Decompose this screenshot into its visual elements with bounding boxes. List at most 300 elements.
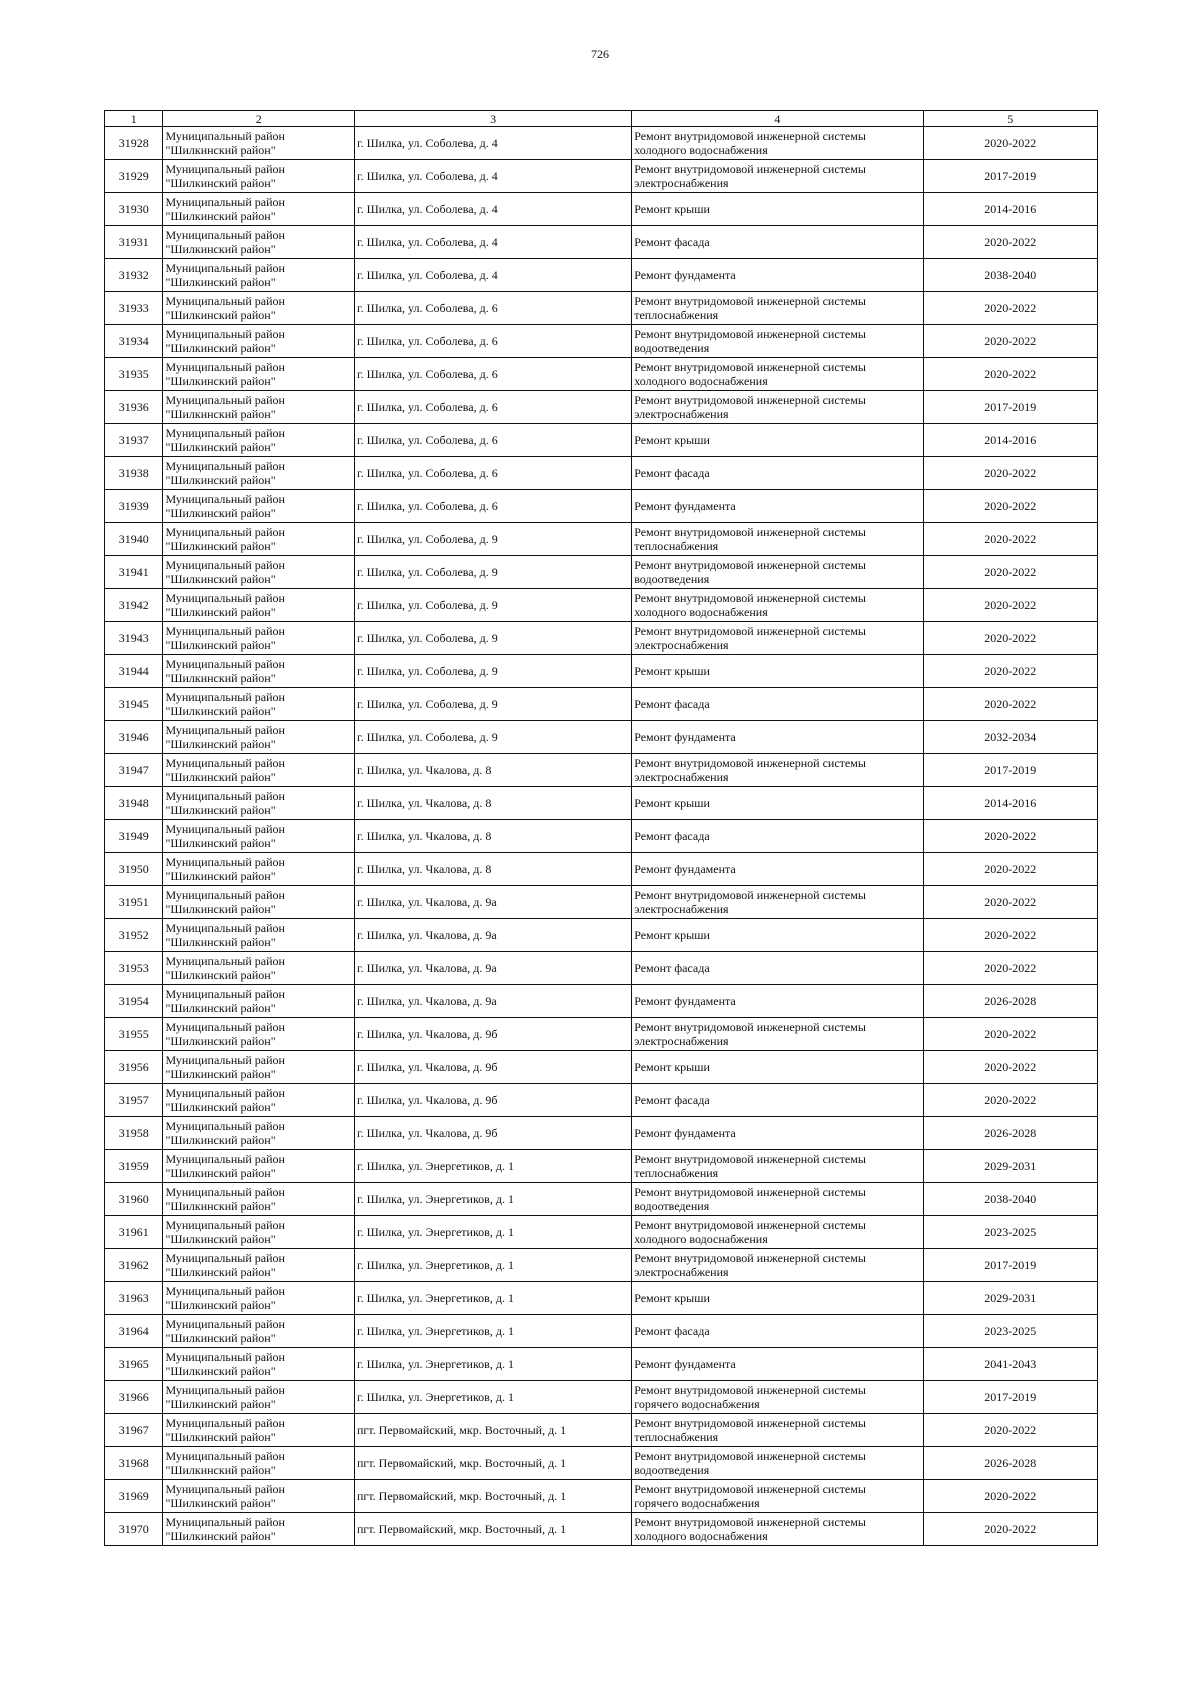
address-cell: г. Шилка, ул. Чкалова, д. 8 — [355, 820, 632, 853]
work-type-line-1: Ремонт фундамента — [634, 1126, 736, 1140]
row-number: 31963 — [105, 1282, 163, 1315]
municipality-cell — [163, 226, 355, 259]
work-type-line-2: теплоснабжения — [634, 1166, 719, 1180]
work-type-line-1: Ремонт фасада — [634, 235, 710, 249]
address-cell: г. Шилка, ул. Соболева, д. 9 — [355, 721, 632, 754]
table-row — [105, 226, 1098, 259]
table-row — [105, 1480, 1098, 1513]
municipality-cell — [163, 952, 355, 985]
period-cell: 2017-2019 — [923, 1249, 1097, 1282]
period-cell: 2020-2022 — [923, 226, 1097, 259]
period-cell: 2020-2022 — [923, 292, 1097, 325]
work-type-line-1: Ремонт внутридомовой инженерной системы — [634, 393, 866, 407]
table-row — [105, 1183, 1098, 1216]
row-number: 31953 — [105, 952, 163, 985]
table-row — [105, 1216, 1098, 1249]
municipality-line-1: Муниципальный район — [165, 360, 285, 374]
period-cell: 2020-2022 — [923, 589, 1097, 622]
address-cell: г. Шилка, ул. Соболева, д. 4 — [355, 127, 632, 160]
period-cell: 2020-2022 — [923, 919, 1097, 952]
address-cell: пгт. Первомайский, мкр. Восточный, д. 1 — [355, 1414, 632, 1447]
period-cell: 2020-2022 — [923, 1018, 1097, 1051]
period-cell: 2029-2031 — [923, 1150, 1097, 1183]
work-type-cell — [632, 754, 923, 787]
table-row — [105, 1249, 1098, 1282]
work-type-line-1: Ремонт крыши — [634, 433, 710, 447]
municipality-cell — [163, 1348, 355, 1381]
work-type-cell — [632, 1183, 923, 1216]
work-type-cell — [632, 1381, 923, 1414]
period-cell: 2017-2019 — [923, 160, 1097, 193]
row-number: 31951 — [105, 886, 163, 919]
row-number: 31966 — [105, 1381, 163, 1414]
table-row — [105, 1315, 1098, 1348]
row-number: 31930 — [105, 193, 163, 226]
period-cell: 2038-2040 — [923, 259, 1097, 292]
table-row — [105, 1117, 1098, 1150]
row-number: 31949 — [105, 820, 163, 853]
row-number: 31942 — [105, 589, 163, 622]
period-cell: 2014-2016 — [923, 193, 1097, 226]
work-type-line-2: водоотведения — [634, 572, 710, 586]
address-cell: г. Шилка, ул. Энергетиков, д. 1 — [355, 1282, 632, 1315]
municipality-line-1: Муниципальный район — [165, 1449, 285, 1463]
table-row — [105, 853, 1098, 886]
table-row — [105, 952, 1098, 985]
municipality-line-1: Муниципальный район — [165, 1020, 285, 1034]
work-type-line-1: Ремонт крыши — [634, 1060, 710, 1074]
page-number: 726 — [591, 47, 609, 61]
municipality-line-1: Муниципальный район — [165, 1185, 285, 1199]
municipality-line-2: "Шилкинский район" — [165, 1397, 276, 1411]
row-number: 31970 — [105, 1513, 163, 1546]
work-type-line-1: Ремонт внутридомовой инженерной системы — [634, 888, 866, 902]
municipality-cell — [163, 919, 355, 952]
period-cell: 2020-2022 — [923, 556, 1097, 589]
row-number: 31936 — [105, 391, 163, 424]
work-type-cell — [632, 556, 923, 589]
work-type-line-1: Ремонт внутридомовой инженерной системы — [634, 1218, 866, 1232]
municipality-line-1: Муниципальный район — [165, 855, 285, 869]
work-type-line-1: Ремонт внутридомовой инженерной системы — [634, 525, 866, 539]
work-type-line-1: Ремонт внутридомовой инженерной системы — [634, 558, 866, 572]
municipality-line-2: "Шилкинский район" — [165, 1364, 276, 1378]
municipality-cell — [163, 358, 355, 391]
work-type-cell — [632, 127, 923, 160]
work-type-line-1: Ремонт внутридомовой инженерной системы — [634, 1185, 866, 1199]
work-type-cell — [632, 1315, 923, 1348]
municipality-line-1: Муниципальный район — [165, 1086, 285, 1100]
table-row — [105, 160, 1098, 193]
work-type-cell — [632, 1282, 923, 1315]
work-type-cell — [632, 160, 923, 193]
work-type-line-2: электроснабжения — [634, 638, 729, 652]
municipality-line-2: "Шилкинский район" — [165, 836, 276, 850]
municipality-line-2: "Шилкинский район" — [165, 275, 276, 289]
municipality-line-1: Муниципальный район — [165, 129, 285, 143]
table-row — [105, 1414, 1098, 1447]
work-type-line-2: электроснабжения — [634, 1265, 729, 1279]
work-type-line-1: Ремонт внутридомовой инженерной системы — [634, 129, 866, 143]
table-row — [105, 490, 1098, 523]
municipality-line-2: "Шилкинский район" — [165, 605, 276, 619]
address-cell: г. Шилка, ул. Соболева, д. 4 — [355, 193, 632, 226]
table-row — [105, 985, 1098, 1018]
table-row — [105, 424, 1098, 457]
row-number: 31929 — [105, 160, 163, 193]
period-cell: 2014-2016 — [923, 787, 1097, 820]
row-number: 31959 — [105, 1150, 163, 1183]
municipality-cell — [163, 655, 355, 688]
table-row — [105, 556, 1098, 589]
address-cell: г. Шилка, ул. Чкалова, д. 9а — [355, 886, 632, 919]
work-type-line-1: Ремонт внутридомовой инженерной системы — [634, 327, 866, 341]
municipality-cell — [163, 391, 355, 424]
work-type-line-1: Ремонт внутридомовой инженерной системы — [634, 162, 866, 176]
municipality-line-1: Муниципальный район — [165, 723, 285, 737]
municipality-line-1: Муниципальный район — [165, 162, 285, 176]
row-number: 31938 — [105, 457, 163, 490]
work-type-cell — [632, 424, 923, 457]
municipality-line-1: Муниципальный район — [165, 261, 285, 275]
work-type-line-1: Ремонт фундамента — [634, 499, 736, 513]
table-row — [105, 688, 1098, 721]
work-type-cell — [632, 1084, 923, 1117]
work-type-line-1: Ремонт крыши — [634, 928, 710, 942]
table-row — [105, 1084, 1098, 1117]
address-cell: г. Шилка, ул. Чкалова, д. 9б — [355, 1084, 632, 1117]
municipality-line-2: "Шилкинский район" — [165, 242, 276, 256]
municipality-line-2: "Шилкинский район" — [165, 671, 276, 685]
municipality-cell — [163, 193, 355, 226]
municipality-line-1: Муниципальный район — [165, 1515, 285, 1529]
period-cell: 2023-2025 — [923, 1315, 1097, 1348]
work-type-cell — [632, 589, 923, 622]
column-header-3: 3 — [355, 111, 632, 127]
work-type-line-1: Ремонт внутридомовой инженерной системы — [634, 1449, 866, 1463]
municipality-line-1: Муниципальный район — [165, 954, 285, 968]
work-type-cell — [632, 1117, 923, 1150]
work-type-line-1: Ремонт внутридомовой инженерной системы — [634, 1482, 866, 1496]
period-cell: 2020-2022 — [923, 523, 1097, 556]
municipality-cell — [163, 457, 355, 490]
municipality-cell — [163, 1117, 355, 1150]
period-cell: 2020-2022 — [923, 886, 1097, 919]
municipality-line-2: "Шилкинский район" — [165, 341, 276, 355]
row-number: 31965 — [105, 1348, 163, 1381]
period-cell: 2026-2028 — [923, 1447, 1097, 1480]
work-type-line-2: теплоснабжения — [634, 308, 719, 322]
work-type-line-1: Ремонт фасада — [634, 1324, 710, 1338]
work-type-line-2: электроснабжения — [634, 770, 729, 784]
table-row — [105, 1150, 1098, 1183]
period-cell: 2017-2019 — [923, 391, 1097, 424]
period-cell: 2026-2028 — [923, 985, 1097, 1018]
address-cell: г. Шилка, ул. Соболева, д. 9 — [355, 589, 632, 622]
municipality-line-2: "Шилкинский район" — [165, 506, 276, 520]
work-type-line-1: Ремонт внутридомовой инженерной системы — [634, 360, 866, 374]
municipality-line-2: "Шилкинский район" — [165, 176, 276, 190]
work-type-line-1: Ремонт внутридомовой инженерной системы — [634, 624, 866, 638]
municipality-cell — [163, 886, 355, 919]
work-type-line-2: электроснабжения — [634, 407, 729, 421]
municipality-line-1: Муниципальный район — [165, 1053, 285, 1067]
municipality-line-2: "Шилкинский район" — [165, 572, 276, 586]
address-cell: г. Шилка, ул. Чкалова, д. 9а — [355, 985, 632, 1018]
address-cell: г. Шилка, ул. Соболева, д. 6 — [355, 391, 632, 424]
work-type-line-1: Ремонт внутридомовой инженерной системы — [634, 294, 866, 308]
work-type-line-1: Ремонт внутридомовой инженерной системы — [634, 1020, 866, 1034]
table-row — [105, 1051, 1098, 1084]
table-row — [105, 1018, 1098, 1051]
municipality-line-1: Муниципальный район — [165, 690, 285, 704]
work-type-cell — [632, 226, 923, 259]
work-type-line-2: теплоснабжения — [634, 1430, 719, 1444]
municipality-line-1: Муниципальный район — [165, 1284, 285, 1298]
municipality-line-2: "Шилкинский район" — [165, 209, 276, 223]
municipality-cell — [163, 985, 355, 1018]
table-row — [105, 589, 1098, 622]
period-cell: 2020-2022 — [923, 1051, 1097, 1084]
row-number: 31960 — [105, 1183, 163, 1216]
work-type-line-2: водоотведения — [634, 341, 710, 355]
address-cell: г. Шилка, ул. Соболева, д. 6 — [355, 490, 632, 523]
row-number: 31945 — [105, 688, 163, 721]
period-cell: 2020-2022 — [923, 457, 1097, 490]
work-type-line-2: водоотведения — [634, 1463, 710, 1477]
municipality-line-2: "Шилкинский район" — [165, 308, 276, 322]
row-number: 31941 — [105, 556, 163, 589]
work-type-cell — [632, 1447, 923, 1480]
municipality-cell — [163, 1249, 355, 1282]
work-type-cell — [632, 1414, 923, 1447]
table-row — [105, 721, 1098, 754]
row-number: 31935 — [105, 358, 163, 391]
column-header-5: 5 — [923, 111, 1097, 127]
row-number: 31928 — [105, 127, 163, 160]
work-type-cell — [632, 886, 923, 919]
address-cell: г. Шилка, ул. Соболева, д. 6 — [355, 424, 632, 457]
row-number: 31955 — [105, 1018, 163, 1051]
municipality-line-1: Муниципальный район — [165, 657, 285, 671]
period-cell: 2020-2022 — [923, 1480, 1097, 1513]
work-type-line-2: холодного водоснабжения — [634, 1232, 768, 1246]
row-number: 31961 — [105, 1216, 163, 1249]
municipality-line-1: Муниципальный район — [165, 327, 285, 341]
table-row — [105, 787, 1098, 820]
work-type-line-1: Ремонт крыши — [634, 796, 710, 810]
municipality-cell — [163, 589, 355, 622]
table-row — [105, 457, 1098, 490]
work-type-line-1: Ремонт внутридомовой инженерной системы — [634, 1251, 866, 1265]
work-type-line-1: Ремонт внутридомовой инженерной системы — [634, 1515, 866, 1529]
work-type-cell — [632, 655, 923, 688]
municipality-cell — [163, 1150, 355, 1183]
municipality-line-1: Муниципальный район — [165, 492, 285, 506]
table-row — [105, 259, 1098, 292]
municipality-cell — [163, 1183, 355, 1216]
work-type-cell — [632, 490, 923, 523]
row-number: 31948 — [105, 787, 163, 820]
municipality-line-1: Муниципальный район — [165, 822, 285, 836]
work-type-line-2: электроснабжения — [634, 1034, 729, 1048]
period-cell: 2029-2031 — [923, 1282, 1097, 1315]
municipality-cell — [163, 490, 355, 523]
address-cell: г. Шилка, ул. Чкалова, д. 9а — [355, 919, 632, 952]
municipality-line-1: Муниципальный район — [165, 1482, 285, 1496]
row-number: 31954 — [105, 985, 163, 1018]
municipality-cell — [163, 1513, 355, 1546]
address-cell: г. Шилка, ул. Энергетиков, д. 1 — [355, 1183, 632, 1216]
municipality-cell — [163, 1018, 355, 1051]
work-type-cell — [632, 853, 923, 886]
row-number: 31969 — [105, 1480, 163, 1513]
municipality-line-1: Муниципальный район — [165, 1350, 285, 1364]
row-number: 31950 — [105, 853, 163, 886]
municipality-cell — [163, 127, 355, 160]
table-row — [105, 292, 1098, 325]
table-row — [105, 820, 1098, 853]
municipality-line-2: "Шилкинский район" — [165, 1430, 276, 1444]
period-cell: 2020-2022 — [923, 853, 1097, 886]
work-type-line-1: Ремонт фундамента — [634, 1357, 736, 1371]
work-type-cell — [632, 193, 923, 226]
work-type-line-2: водоотведения — [634, 1199, 710, 1213]
address-cell: г. Шилка, ул. Энергетиков, д. 1 — [355, 1381, 632, 1414]
address-cell: г. Шилка, ул. Энергетиков, д. 1 — [355, 1216, 632, 1249]
work-type-line-1: Ремонт фундамента — [634, 862, 736, 876]
municipality-cell — [163, 1315, 355, 1348]
municipality-line-1: Муниципальный район — [165, 591, 285, 605]
table-row — [105, 358, 1098, 391]
work-type-line-2: горячего водоснабжения — [634, 1397, 760, 1411]
table-row — [105, 886, 1098, 919]
work-type-cell — [632, 787, 923, 820]
municipality-line-1: Муниципальный район — [165, 756, 285, 770]
work-type-cell — [632, 358, 923, 391]
municipality-line-2: "Шилкинский район" — [165, 1331, 276, 1345]
period-cell: 2020-2022 — [923, 325, 1097, 358]
table-header-row — [105, 111, 1098, 127]
row-number: 31939 — [105, 490, 163, 523]
municipality-line-1: Муниципальный район — [165, 1317, 285, 1331]
work-type-cell — [632, 1018, 923, 1051]
municipality-line-1: Муниципальный район — [165, 921, 285, 935]
period-cell: 2020-2022 — [923, 688, 1097, 721]
row-number: 31947 — [105, 754, 163, 787]
period-cell: 2020-2022 — [923, 622, 1097, 655]
municipality-line-1: Муниципальный район — [165, 459, 285, 473]
municipality-line-1: Муниципальный район — [165, 294, 285, 308]
municipality-line-1: Муниципальный район — [165, 1383, 285, 1397]
municipality-line-2: "Шилкинский район" — [165, 143, 276, 157]
work-type-line-2: холодного водоснабжения — [634, 143, 768, 157]
table-row — [105, 523, 1098, 556]
municipality-line-1: Муниципальный район — [165, 888, 285, 902]
period-cell: 2023-2025 — [923, 1216, 1097, 1249]
work-type-cell — [632, 1348, 923, 1381]
table-row — [105, 325, 1098, 358]
work-type-line-1: Ремонт внутридомовой инженерной системы — [634, 591, 866, 605]
work-type-cell — [632, 1051, 923, 1084]
municipality-line-1: Муниципальный район — [165, 525, 285, 539]
municipality-cell — [163, 1084, 355, 1117]
row-number: 31952 — [105, 919, 163, 952]
work-type-cell — [632, 688, 923, 721]
row-number: 31964 — [105, 1315, 163, 1348]
address-cell: г. Шилка, ул. Соболева, д. 9 — [355, 655, 632, 688]
work-type-line-1: Ремонт внутридомовой инженерной системы — [634, 1416, 866, 1430]
municipality-line-2: "Шилкинский район" — [165, 1166, 276, 1180]
municipality-cell — [163, 754, 355, 787]
address-cell: г. Шилка, ул. Соболева, д. 6 — [355, 292, 632, 325]
work-type-cell — [632, 325, 923, 358]
address-cell: г. Шилка, ул. Соболева, д. 6 — [355, 457, 632, 490]
work-type-cell — [632, 1216, 923, 1249]
address-cell: г. Шилка, ул. Энергетиков, д. 1 — [355, 1249, 632, 1282]
address-cell: пгт. Первомайский, мкр. Восточный, д. 1 — [355, 1513, 632, 1546]
municipality-cell — [163, 1447, 355, 1480]
row-number: 31956 — [105, 1051, 163, 1084]
municipality-line-1: Муниципальный район — [165, 228, 285, 242]
municipality-cell — [163, 688, 355, 721]
municipality-line-2: "Шилкинский район" — [165, 704, 276, 718]
period-cell: 2020-2022 — [923, 358, 1097, 391]
table-row — [105, 1348, 1098, 1381]
address-cell: г. Шилка, ул. Соболева, д. 6 — [355, 358, 632, 391]
municipality-line-2: "Шилкинский район" — [165, 902, 276, 916]
period-cell: 2017-2019 — [923, 1381, 1097, 1414]
municipality-line-2: "Шилкинский район" — [165, 1265, 276, 1279]
work-type-line-1: Ремонт фундамента — [634, 268, 736, 282]
municipality-line-2: "Шилкинский район" — [165, 1529, 276, 1543]
municipality-cell — [163, 853, 355, 886]
work-type-line-1: Ремонт внутридомовой инженерной системы — [634, 1152, 866, 1166]
work-type-line-1: Ремонт крыши — [634, 664, 710, 678]
municipality-line-1: Муниципальный район — [165, 1416, 285, 1430]
table-row — [105, 193, 1098, 226]
work-type-line-1: Ремонт крыши — [634, 1291, 710, 1305]
capital-repair-table — [104, 110, 1098, 1546]
address-cell: г. Шилка, ул. Соболева, д. 4 — [355, 259, 632, 292]
municipality-line-2: "Шилкинский район" — [165, 803, 276, 817]
municipality-line-2: "Шилкинский район" — [165, 407, 276, 421]
municipality-line-2: "Шилкинский район" — [165, 869, 276, 883]
work-type-cell — [632, 985, 923, 1018]
address-cell: г. Шилка, ул. Соболева, д. 9 — [355, 622, 632, 655]
row-number: 31958 — [105, 1117, 163, 1150]
work-type-line-1: Ремонт фасада — [634, 829, 710, 843]
column-header-2: 2 — [163, 111, 355, 127]
table-row — [105, 1282, 1098, 1315]
work-type-line-2: холодного водоснабжения — [634, 1529, 768, 1543]
municipality-line-1: Муниципальный район — [165, 426, 285, 440]
work-type-line-1: Ремонт фасада — [634, 961, 710, 975]
period-cell: 2020-2022 — [923, 490, 1097, 523]
work-type-line-1: Ремонт фундамента — [634, 730, 736, 744]
address-cell: г. Шилка, ул. Энергетиков, д. 1 — [355, 1348, 632, 1381]
table-row — [105, 655, 1098, 688]
municipality-line-2: "Шилкинский район" — [165, 1463, 276, 1477]
work-type-line-2: горячего водоснабжения — [634, 1496, 760, 1510]
municipality-line-2: "Шилкинский район" — [165, 1298, 276, 1312]
municipality-cell — [163, 1381, 355, 1414]
period-cell: 2020-2022 — [923, 952, 1097, 985]
address-cell: пгт. Первомайский, мкр. Восточный, д. 1 — [355, 1447, 632, 1480]
period-cell: 2041-2043 — [923, 1348, 1097, 1381]
municipality-line-2: "Шилкинский район" — [165, 1199, 276, 1213]
period-cell: 2038-2040 — [923, 1183, 1097, 1216]
